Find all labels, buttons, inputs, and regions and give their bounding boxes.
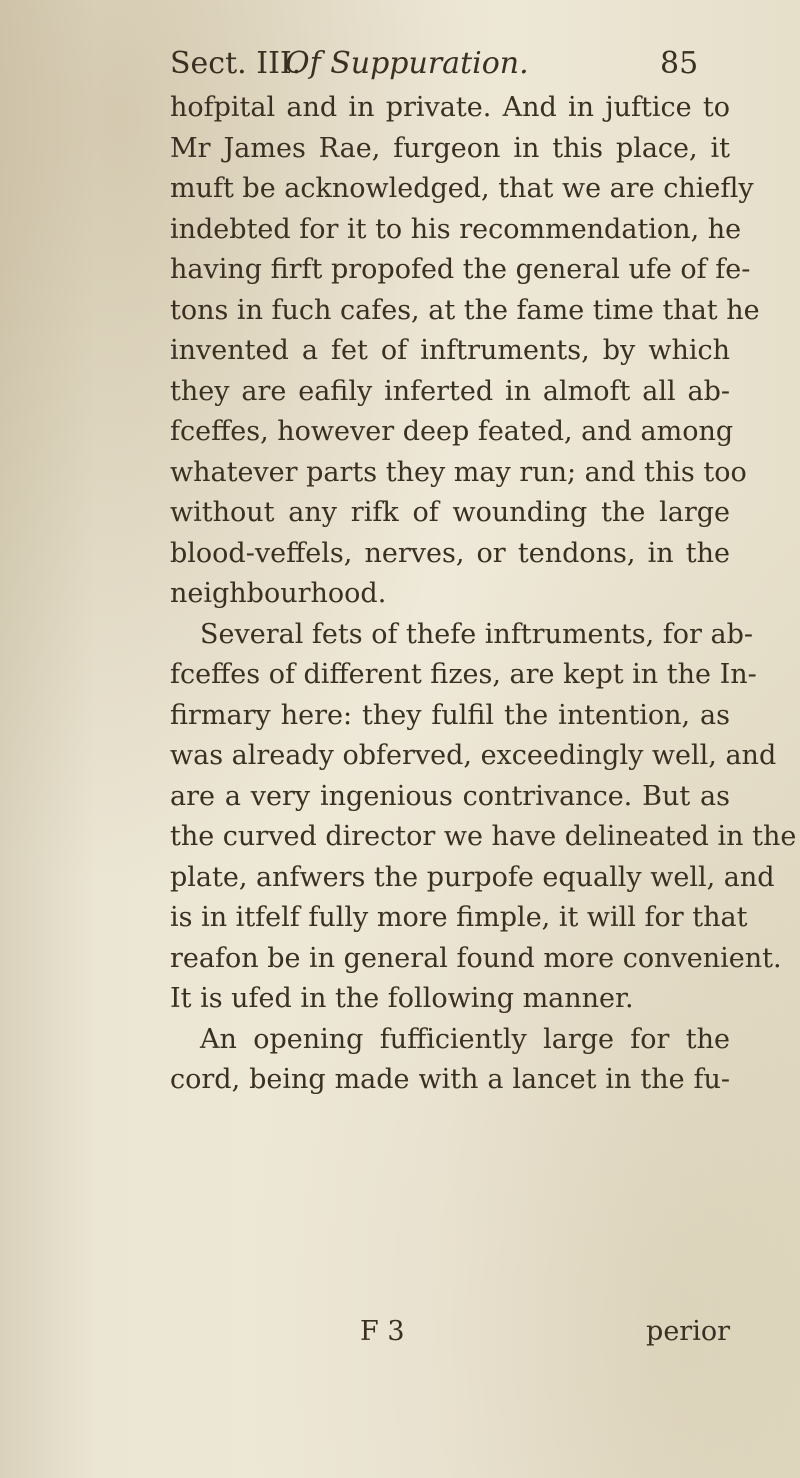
running-title: Of Suppuration. xyxy=(285,46,529,81)
signature-mark: F 3 xyxy=(360,1316,405,1347)
text-line: are a very ingenious contrivance. But as xyxy=(170,780,730,812)
text-line: firmary here: they fulfil the intention, as xyxy=(170,699,730,731)
text-line: neighbourhood. xyxy=(170,578,387,609)
text-line: they are eafily inferted in almoft all ab- xyxy=(170,375,730,407)
page-number: 85 xyxy=(660,46,699,81)
text-line: reafon be in general found more convenient. xyxy=(170,942,782,974)
section-label: Sect. III. xyxy=(170,46,302,81)
text-line: without any rifk of wounding the large xyxy=(170,497,730,528)
text-line: having firft propofed the general ufe of fe- xyxy=(170,254,751,285)
text-line: muft be acknowledged, that we are chiefly xyxy=(170,173,754,204)
text-line: Mr James Rae, furgeon in this place, it xyxy=(170,132,730,164)
text-line: plate, anfwers the purpofe equally well, and xyxy=(170,861,775,893)
text-line: fceffes of different fizes, are kept in the In- xyxy=(170,659,757,690)
text-line: tons in fuch cafes, at the fame time that he xyxy=(170,294,760,326)
text-line: Several fets of thefe inftruments, for ab- xyxy=(200,618,754,650)
text-line: fceffes, however deep feated, and among xyxy=(170,416,734,447)
text-line: blood-veffels, nerves, or tendons, in the xyxy=(170,537,730,569)
body-text xyxy=(170,88,797,1101)
text-line: hofpital and in private. And in juftice to xyxy=(170,92,730,123)
catchword: perior xyxy=(646,1316,730,1347)
text-line: invented a fet of inftruments, by which xyxy=(170,335,730,366)
text-line: cord, being made with a lancet in the fu- xyxy=(170,1064,730,1095)
text-line: indebted for it to his recommendation, he xyxy=(170,213,742,245)
text-line: was already obferved, exceedingly well, and xyxy=(170,740,777,771)
text-line: the curved director we have delineated in the xyxy=(170,821,797,852)
text-line: is in itfelf fully more fimple, it will for that xyxy=(170,902,748,933)
text-line: It is ufed in the following manner. xyxy=(170,983,634,1014)
text-line: whatever parts they may run; and this too xyxy=(170,456,747,488)
page-footer xyxy=(170,1312,730,1352)
text-line: An opening fufficiently large for the xyxy=(200,1023,730,1055)
